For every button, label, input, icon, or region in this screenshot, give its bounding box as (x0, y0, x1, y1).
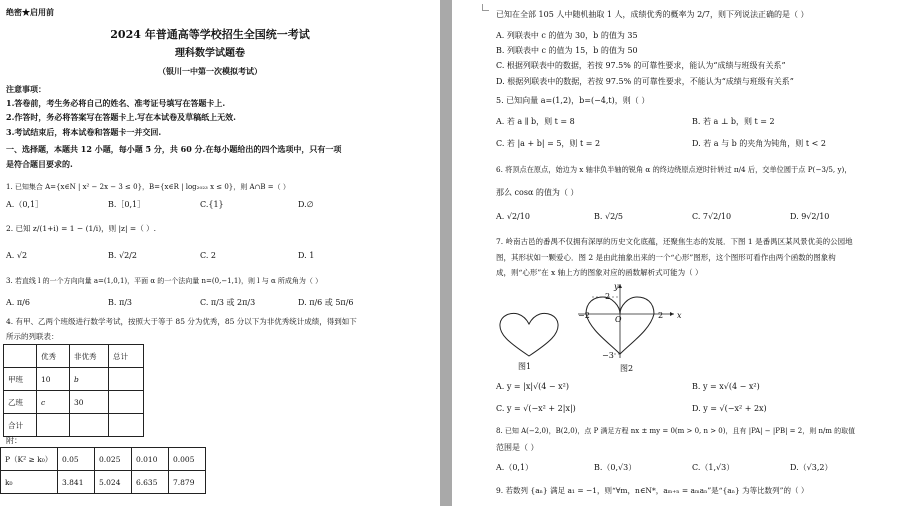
table-cell: 7.879 (169, 471, 206, 494)
y-axis-label: y (614, 282, 619, 291)
q2-stem: 2. 已知 z/(1+i) = 1 − (1/i)，则 |z| =（ ）. (6, 224, 156, 233)
table-cell: 0.005 (169, 448, 206, 471)
table-cell: 30 (70, 391, 109, 414)
q7-option-b: B. y = x√(4 − x²) (692, 382, 760, 391)
table-cell: k₀ (1, 471, 58, 494)
table-cell: c (37, 391, 70, 414)
table-cell: 0.025 (95, 448, 132, 471)
q9-stem: 9. 若数列 {aₙ} 满足 a₁ = −1，则“∀m，n∈N*，aₘ₊ₙ = aₘaₙ”是“{aₙ} 为等比数列”的（ ） (496, 486, 809, 495)
table-cell: 合计 (4, 414, 37, 437)
q3-option-c: C. π/3 或 2π/3 (200, 298, 256, 307)
note-3: 3.考试结束后，将本试卷和答题卡一并交回. (6, 127, 162, 137)
section-heading-cont: 是符合题目要求的. (6, 159, 73, 169)
table-row (4, 414, 144, 437)
q7-stem-cont-2: 成，则“心形”在 x 轴上方的图象对应的函数解析式可能为（ ） (496, 268, 703, 277)
exam-subtitle: 理科数学试题卷 (175, 48, 245, 59)
q4-stem-cont: 所示的列联表： (6, 332, 59, 341)
table-row (1, 471, 206, 494)
table-cell (37, 414, 70, 437)
q1-stem: 1. 已知集合 A={x∈N | x² − 2x − 3 ≤ 0}，B={x∈R | log₂₀₂₃ x ≤ 0}，则 A∩B =（ ） (6, 183, 290, 191)
note-2: 2.作答时，务必将答案写在答题卡上.写在本试卷及草稿纸上无效. (6, 112, 236, 122)
x-tick-two: 2 (658, 311, 664, 320)
q4-continued-stem: 已知在全部 105 人中随机抽取 1 人，成绩优秀的概率为 2/7，则下列说法正确的是（ ） (496, 10, 809, 19)
q8-option-a: A.（0,1） (496, 463, 534, 472)
table-cell: 0.010 (132, 448, 169, 471)
q7-stem: 7. 岭南古邑的番禺不仅拥有深厚的历史文化底蕴，还聚焦生态的发展．下图 1 是番禺区某风景优美的公园地 (496, 237, 853, 246)
q4-option-a: A. 列联表中 c 的值为 30，b 的值为 35 (496, 31, 638, 40)
notes-heading: 注意事项： (6, 84, 46, 94)
section-heading: 一、选择题，本题共 12 小题，每小题 5 分，共 60 分.在每小题给出的四个选项中，只有一项 (6, 144, 342, 154)
q5-option-c: C. 若 |a + b| = 5，则 t = 2 (496, 139, 601, 148)
q8-option-c: C.（1,√3） (692, 463, 735, 472)
q1-option-c: C.{1} (200, 200, 224, 209)
q4-option-d: D. 根据列联表中的数据，若按 97.5% 的可靠性要求，不能认为“成绩与班级有关系” (496, 77, 794, 86)
appendix-label: 附： (6, 436, 22, 445)
exam-title: 2024 年普通高等学校招生全国统一考试 (110, 28, 310, 41)
q2-option-c: C. 2 (200, 251, 217, 260)
q6-option-b: B. √2/5 (594, 212, 623, 221)
table-cell (4, 345, 37, 368)
table-cell: 3.841 (58, 471, 95, 494)
critical-value-table (0, 447, 206, 494)
table-cell: P（K² ≥ k₀） (1, 448, 58, 471)
q2-option-b: B. √2/2 (108, 251, 137, 260)
table-cell: 乙班 (4, 391, 37, 414)
figure-1-caption: 图1 (518, 362, 532, 371)
table-cell: 总计 (109, 345, 144, 368)
table-cell: 甲班 (4, 368, 37, 391)
right-page (452, 0, 900, 506)
table-row (4, 345, 144, 368)
q4-stem: 4. 有甲、乙两个班级进行数学考试，按照大于等于 85 分为优秀，85 分以下为非优秀统计成绩，得到如下 (6, 317, 357, 326)
q2-option-d: D. 1 (298, 251, 315, 260)
q6-stem-cont: 那么 cosα 的值为（ ） (496, 188, 579, 197)
figure-2-caption: 图2 (620, 364, 634, 373)
q4-option-b: B. 列联表中 c 的值为 15，b 的值为 50 (496, 46, 638, 55)
table-cell: 非优秀 (70, 345, 109, 368)
table-cell (109, 368, 144, 391)
y-tick-neg-three: −3 (602, 351, 614, 360)
q7-option-d: D. y = √(−x² + 2x) (692, 404, 767, 413)
table-row (1, 448, 206, 471)
contingency-table (3, 344, 144, 437)
q6-stem: 6. 将顶点在原点，始边为 x 轴非负半轴的锐角 α 的终边绕原点逆时针转过 π/4 后，交单位圆于点 P(−3/5, y)， (496, 165, 852, 174)
q3-option-d: D. π/6 或 5π/6 (298, 298, 354, 307)
q4-option-c: C. 根据列联表中的数据，若按 97.5% 的可靠性要求，能认为“成绩与班级有关系” (496, 61, 786, 70)
heart-figure (498, 312, 560, 358)
q8-option-d: D.（√3,2） (790, 463, 833, 472)
x-axis-label: x (677, 311, 682, 320)
table-cell: 6.635 (132, 471, 169, 494)
q5-option-a: A. 若 a ∥ b，则 t = 8 (496, 117, 575, 126)
q3-option-b: B. π/3 (108, 298, 133, 307)
table-cell: 0.05 (58, 448, 95, 471)
q6-option-d: D. 9√2/10 (790, 212, 830, 221)
corner-mark (482, 4, 489, 11)
q5-option-b: B. 若 a ⊥ b，则 t = 2 (692, 117, 775, 126)
left-page (0, 0, 440, 506)
q6-option-c: C. 7√2/10 (692, 212, 732, 221)
q5-stem: 5. 已知向量 a=(1,2)，b=(−4,t)，则（ ） (496, 96, 650, 105)
table-cell (109, 391, 144, 414)
school-name: （银川一中第一次模拟考试） (158, 66, 262, 76)
q3-option-a: A. π/6 (6, 298, 30, 307)
table-row (4, 391, 144, 414)
x-tick-neg-two: −2 (578, 311, 590, 320)
table-cell: b (70, 368, 109, 391)
q8-stem-cont: 范围是（ ） (496, 443, 539, 452)
q7-option-c: C. y = √(−x² + 2|x|) (496, 404, 576, 413)
y-tick-two: 2 (605, 292, 611, 301)
table-row (4, 368, 144, 391)
origin-label: O (615, 315, 622, 324)
table-cell: 优秀 (37, 345, 70, 368)
q6-option-a: A. √2/10 (496, 212, 530, 221)
q8-stem: 8. 已知 A(−2,0)，B(2,0)，点 P 满足方程 nx ± my = 0(m > 0, n > 0)，且有 |PA| − |PB| = 2，则 n/m 的取值 (496, 427, 856, 435)
q2-option-a: A. √2 (6, 251, 28, 260)
table-cell (109, 414, 144, 437)
q7-stem-cont: 图，其形状如一颗爱心．图 2 是由此抽象出来的一个“心形”图形，这个图形可看作由两个函数的图象构 (496, 253, 836, 262)
q1-option-a: A.（0,1］ (6, 200, 44, 209)
q1-option-d: D.∅ (298, 200, 314, 209)
q1-option-b: B.［0,1］ (108, 200, 146, 209)
q5-option-d: D. 若 a 与 b 的夹角为钝角，则 t < 2 (692, 139, 826, 148)
note-1: 1.答卷前，考生务必将自己的姓名、准考证号填写在答题卡上. (6, 98, 226, 108)
heart-graph-figure (572, 282, 682, 362)
table-cell (70, 414, 109, 437)
q8-option-b: B.（0,√3） (594, 463, 637, 472)
table-cell: 5.024 (95, 471, 132, 494)
confidential-mark: 绝密★启用前 (6, 7, 54, 17)
table-cell: 10 (37, 368, 70, 391)
q7-option-a: A. y = |x|√(4 − x²) (496, 382, 570, 391)
q3-stem: 3. 若直线 l 的一个方向向量 a=(1,0,1)，平面 α 的一个法向量 n=(0,−1,1)，则 l 与 α 所成角为（ ） (6, 277, 323, 285)
